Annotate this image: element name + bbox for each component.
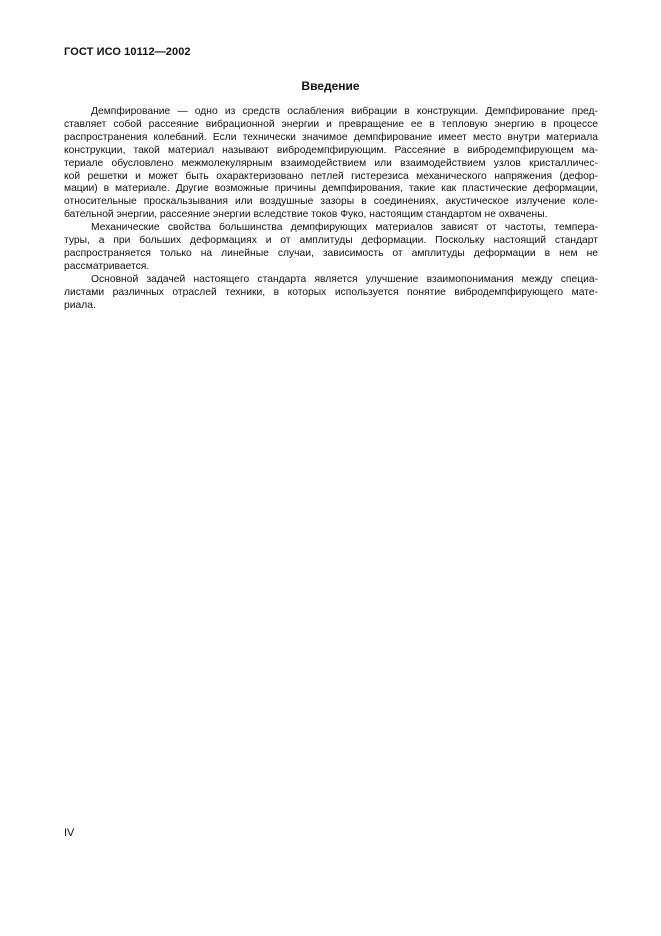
document-header: ГОСТ ИСО 10112—2002 — [64, 46, 191, 58]
section-title: Введение — [301, 79, 360, 93]
text-line: относительные проскальзывания или воздушные зазоры в соединениях, акустическое излучение коле- — [64, 196, 598, 208]
text-line: Демпфирование — одно из средств ослабления вибрации в конструкции. Демпфирование пред- — [91, 106, 598, 117]
text-line: ставляет собой рассеяние вибрационной энергии и превращение ее в тепловую энергию в процессе — [64, 118, 598, 130]
text-line: териале обусловлено межмолекулярным взаимодействием или взаимодействием узлов кристалличес- — [64, 157, 598, 169]
text-line: конструкции, такой материал называют вибродемпфирующим. Рассеяние в вибродемпфирующем ма- — [64, 144, 598, 156]
text-line: мации) в материале. Другие возможные причины демпфирования, такие как пластические деформации, — [64, 183, 598, 195]
text-line: туры, а при больших деформациях и от амплитуды деформации. Поскольку настоящий стандарт — [64, 235, 598, 247]
text-line: распространяется только на линейные случаи, зависимость от амплитуды деформации в нем не — [64, 247, 598, 259]
text-line: кой решетки и может быть охарактеризовано петлей гистерезиса механического напряжения (дефор- — [64, 170, 598, 182]
text-line: бательной энергии, рассеяние энергии вследствие токов Фуко, настоящим стандартом не охвачены. — [64, 209, 548, 221]
text-line: Механические свойства большинства демпфирующих материалов зависят от частоты, темпера- — [91, 222, 598, 234]
paragraph-3 — [64, 274, 598, 313]
text-line: Основной задачей настоящего стандарта является улучшение взаимопонимания между специа- — [91, 273, 598, 285]
paragraph-2 — [64, 222, 598, 274]
text-line: листами различных отраслей техники, в которых используется понятие вибродемпфирующего мате- — [64, 286, 598, 298]
page-number: IV — [64, 827, 75, 839]
text-line: рассматривается. — [64, 260, 150, 272]
document-body — [64, 106, 598, 313]
paragraph-1 — [64, 106, 598, 222]
text-line: распространения колебаний. Если технически значимое демпфирование имеет место внутри материала — [64, 131, 598, 143]
text-line: риала. — [64, 299, 96, 311]
